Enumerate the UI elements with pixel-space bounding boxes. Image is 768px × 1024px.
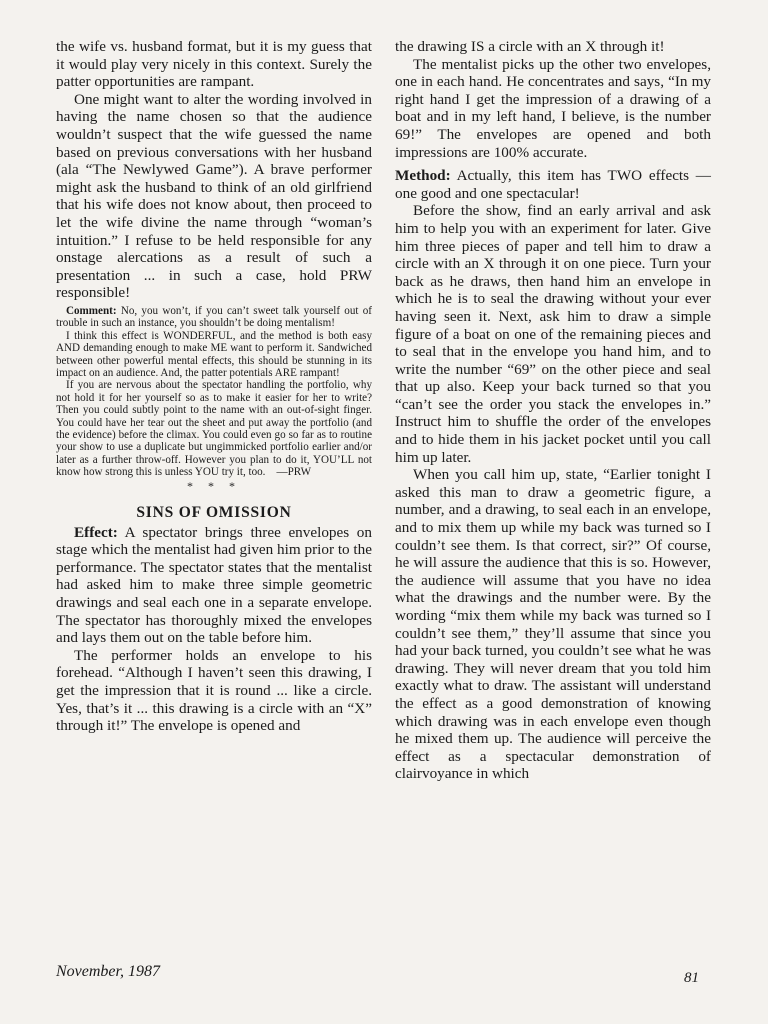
comment-label: Comment: — [66, 304, 117, 317]
paragraph: The mentalist picks up the other two envelopes, one in each hand. He concentrates and says, “In my right hand I get the impression of a drawing of a boat and in my left hand, I believe, is the number 69!” The envelopes are opened and both impressions are 100% accurate. — [395, 55, 711, 161]
effect-label: Effect: — [74, 523, 118, 541]
comment-text: No, you won’t, if you can’t sweet talk yourself out of trouble in such an instance, you shouldn’t be doing mentalism! — [56, 304, 372, 330]
paragraph: When you call him up, state, “Earlier tonight I asked this man to draw a geometric figure, a number, and a drawing, to seal each in an envelope, and to mix them up while my back was turned so I couldn’t see them. Is that correct, sir?” Of course, he will assure the audience that this is so. However, the audience will assume that you have no idea what the drawings and the number were. By the wording “mix them while my back was turned so I couldn’t see them,” they’ll assume that since you had your back turned, you couldn’t see what he was drawing. They will never dream that you told him exactly what to draw. The assistant will understand the effect as a good demonstration of knowing which drawing was in each envelope even though he mixed them up. The audience will perceive the effect as a spectacular demonstration of clairvoyance in which — [395, 466, 711, 783]
paragraph: the drawing IS a circle with an X through it! — [395, 38, 665, 55]
comment-paragraph — [56, 305, 372, 330]
comment-paragraph — [56, 379, 372, 478]
method-text: Actually, this item has TWO effects — one good and one spectacular! — [395, 167, 711, 202]
page-number: 81 — [684, 970, 699, 986]
paragraph: One might want to alter the wording involved in having the name chosen so that the audience wouldn’t suspect that the wife guessed the name based on previous conversations with her husband (ala “The Newlywed Game”). A brave performer might ask the husband to think of an old girlfriend that his wife does not know about, then proceed to let the wife divine the name through “woman’s intuition.” I refuse to be held responsible for any onstage alercations as a result of such a presentation ... in such a case, hold PRW responsible! — [56, 90, 372, 302]
paragraph: the wife vs. husband format, but it is my guess that it would play very nicely in this context. Surely the patter opportunities are rampant. — [56, 38, 372, 91]
paragraph: Before the show, find an early arrival and ask him to help you with an experiment for later. Give him three pieces of paper and tell him to draw a circle with an X through it on one piece. Turn your back as he draws, then hand him an envelope in which he is to seal the drawing without your ever having seen it. Next, ask him to draw a simple figure of a boat on one of the remaining pieces and to seal that in the envelope you hand him, and to write the number “69” on the other piece and seal that up also. Keep your back turned so that you “can’t see the order you stack the envelopes in.” Instruct him to shuffle the order of the envelopes and to hide them in his jacket pocket until you call him up later. — [395, 202, 711, 466]
right-column — [395, 38, 711, 783]
effect-paragraph — [56, 524, 372, 647]
paragraph: The performer holds an envelope to his forehead. “Although I haven’t seen this drawing, I get the impression that it is round ... like a circle. Yes, that’s it ... this drawing is a circle with an “X” through it!” The envelope is opened and — [56, 646, 372, 735]
signature: —PRW — [276, 466, 312, 479]
comment-paragraph: I think this effect is WONDERFUL, and the method is both easy AND demanding enough to make ME want to perform it. Sandwiched between other powerful mental effects, this should be stunning in its impact on an audience. And, the patter potentials ARE rampant! — [56, 329, 372, 379]
comment-text: If you are nervous about the spectator handling the portfolio, why not hold it for her yourself so as to make it easier for her to write? Then you could subtly point to the name with an out-of-sight finger. You could have her tear out the sheet and put away the portfolio (and the evidence) before the climax. You could even go so far as to routine your show to use a duplicate but ungimmicked portfolio earlier and/or later as a further throw-off. However you plan to do it, YOU’LL not know how strong this is unless YOU try it, too. — [56, 379, 372, 479]
section-separator: * * * — [187, 478, 241, 493]
section-heading: SINS OF OMISSION — [136, 503, 292, 521]
issue-date: November, 1987 — [56, 963, 160, 980]
left-column — [56, 38, 372, 735]
method-paragraph — [395, 167, 711, 202]
effect-text: A spectator brings three envelopes on stage which the mentalist had given him prior to the performance. The spectator states that the mentalist had asked him to make three simple geometric drawings and seal each one in a separate envelope. The spectator has thoroughly mixed the envelopes and lays them out on the table before him. — [56, 523, 372, 647]
method-label: Method: — [395, 167, 451, 185]
